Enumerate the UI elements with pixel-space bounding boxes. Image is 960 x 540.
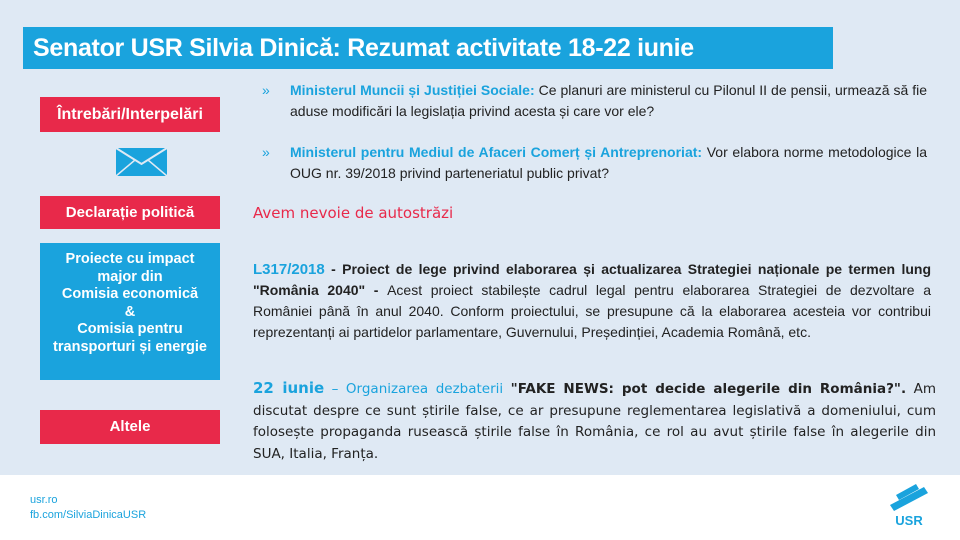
question-text [290, 142, 927, 184]
site-link[interactable]: usr.ro [30, 494, 58, 506]
questions-label: Întrebări/Interpelări [40, 97, 220, 132]
projects-label [40, 243, 220, 380]
facebook-link[interactable]: fb.com/SilviaDinicaUSR [30, 509, 147, 521]
event-title: "FAKE NEWS: pot decide alegerile din România?". [510, 381, 907, 397]
question-body: Ce planuri are ministerul cu Pilonul II de pensii, urmează să fie aduse modificări la legislația privind acesta și care vor ele? [290, 82, 927, 119]
others-label: Altele [40, 410, 220, 444]
page-title: Senator USR Silvia Dinică: Rezumat activitate 18-22 iunie [23, 27, 833, 69]
question-item [262, 80, 927, 122]
ministry-name: Ministerul Muncii și Justiției Sociale: [290, 82, 535, 98]
bullet-icon: » [262, 144, 270, 160]
envelope-icon [115, 147, 168, 177]
projects-line: Comisia economică [61, 286, 199, 302]
declaration-label: Declarație politică [40, 196, 220, 229]
declaration-title: Avem nevoie de autostrăzi [253, 204, 454, 222]
usr-logo [886, 481, 932, 533]
question-item [262, 142, 927, 184]
event-date: 22 iunie [253, 379, 325, 397]
question-text [290, 80, 927, 122]
projects-line: Comisia pentru [77, 321, 183, 337]
law-project [253, 259, 931, 343]
bullet-icon: » [262, 82, 270, 98]
law-description: Acest proiect stabilește cadrul legal pentru elaborarea Strategiei de dezvoltare a României până în anul 2040. Conform proiectului, se presupune că la elaborarea acesteia vor contribui reprezentanți ai partidelor parlamentare, Guvernului, Președinției, Academia Română, etc. [253, 282, 932, 340]
law-code: L317/2018 [253, 261, 325, 278]
question-body: Vor elabora norme metodologice la OUG nr. 39/2018 privind parteneriatul public privat? [290, 144, 927, 181]
event-item [253, 378, 936, 465]
projects-line: Proiecte cu impact [65, 251, 195, 267]
projects-line: major din [97, 268, 163, 285]
ministry-name: Ministerul pentru Mediul de Afaceri Comerț și Antreprenoriat: [290, 144, 703, 160]
logo-text: USR [895, 513, 923, 528]
projects-line: transporturi și energie [53, 338, 207, 355]
law-title: - Proiect de lege privind elaborarea și actualizarea Strategiei naționale pe termen lung "România 2040" - [253, 261, 931, 298]
event-description: Am discutat despre ce sunt știrile false, ce ar presupune reglementarea legislativă a domeniului, cum folosește propaganda rusească știrile false în România, ce rol au avut știrile false în alegerile din SUA, Italia, Franța. [253, 381, 936, 462]
projects-line: & [124, 303, 136, 320]
event-lead: – Organizarea dezbaterii [324, 381, 511, 397]
usr-logo-mark-icon [886, 481, 932, 513]
